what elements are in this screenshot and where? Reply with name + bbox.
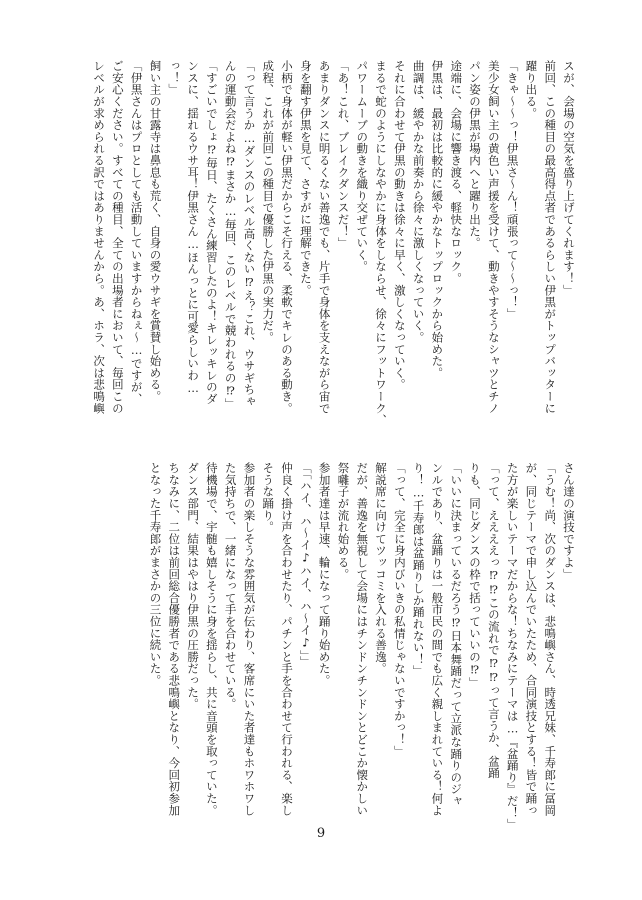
text-line: っ！」	[167, 60, 182, 96]
text-line: パン姿の伊黒が場内へと躍り出た。	[468, 60, 483, 249]
text-line: 「って言うか…ダンスのレベル高くない⁉︎え？これ、ウサギちゃ	[242, 60, 257, 408]
text-line: 飼い主の甘露寺は鼻息も荒く、自身の愛ウサギを賞賛し始める。	[148, 60, 163, 403]
text-line: 「あ！これ、ブレイクダンスだ！」	[336, 60, 351, 249]
text-line: パワームーブの動きを織り交ぜていく。	[355, 60, 370, 273]
text-line: 美少女飼い主の黄色い声援を受けて、動きやすそうなシャツとチノ	[486, 60, 501, 414]
text-line: あまりダンスに明るくない善逸でも、片手で身体を支えながら宙で	[317, 60, 332, 414]
text-line: ダンス部門、結果はやはり伊黒の圧勝だった。	[186, 462, 201, 710]
text-line: 仲良く掛け声を合わせたり、パチンと手を合わせて行われる、楽し	[280, 462, 295, 816]
text-line: 祭囃子が流れ始める。	[336, 462, 351, 580]
text-line: 参加者達は早速、輪になって踊り始めた。	[317, 462, 332, 687]
text-line: だが、善逸を無視して会場にはチンドンチンドンとどこか懐かしい	[355, 462, 370, 816]
text-line: レベルが求められる訳ではありませんから。あ、ホラ、次は悲鳴嶼	[92, 60, 107, 414]
text-line: 成程、これが前回この種目で優勝した伊黒の実力だ。	[261, 60, 276, 344]
page-number: 9	[316, 826, 326, 841]
text-line: となった千寿郎がまさかの三位に続いた。	[148, 462, 163, 687]
text-line: 伊黒は、最初は比較的に緩やかなトップロックから始めた。	[430, 60, 445, 379]
text-line: が、同じテーマで申し込んでいたため、合同演技とする！皆で踊っ	[524, 462, 539, 816]
text-column-bottom	[58, 462, 578, 842]
text-line: た気持ちで、一緒になって手を合わせている。	[223, 462, 238, 710]
text-line: 「伊黒さんはプロとしても活動していますからねぇ〜…ですが、	[129, 60, 144, 405]
text-line: まるで蛇のようにしなやかに身体をしならせ、徐々にフットワーク、	[374, 60, 389, 426]
text-line: 参加者の楽しそうな雰囲気が伝わり、客席にいた者達もホワホワし	[242, 462, 257, 816]
text-line: さん達の演技ですよ」	[562, 462, 576, 580]
text-line: 解説席に向けてツッコミを入れる善逸。	[374, 462, 389, 675]
text-line: スが、会場の空気を盛り上げてくれます！」	[562, 60, 576, 296]
text-line: それに合わせて伊黒の動きは徐々に早く、激しくなっていく。	[392, 60, 407, 391]
text-line: 「って、ええええっ⁉︎⁉︎この流れで⁉︎⁉︎って言うか、盆踊	[486, 462, 501, 779]
text-column-top	[58, 60, 578, 445]
text-line: 身を翻す伊黒を見て、さすがに理解できた。	[298, 60, 313, 296]
text-line: 待機場で、宇髄も嬉しそうに身を揺らし、共に音頭を取っていた。	[204, 462, 219, 816]
text-line: 「うむ！尚、次のダンスは、悲鳴嶼さん、時透兄妹、千寿郎に冨岡	[543, 462, 558, 816]
text-line: 曲調は、緩やかな前奏から徐々に激しくなっていく。	[411, 60, 426, 344]
text-line: 「すごいでしょ⁉︎毎日、たくさん練習したのよ！キレッキレのダ	[204, 60, 219, 405]
text-line: 躍り出る。	[524, 60, 539, 119]
text-line: ンルであり、盆踊りは一般市民の間でも広く親しまれている！何よ	[430, 462, 445, 816]
text-line: 前回、この種目の最高得点者であるらしい伊黒がトップバッターに	[543, 60, 558, 414]
text-line: んの運動会だよね⁉︎まさか…毎回、このレベルで競われるの⁉︎」	[223, 60, 238, 410]
text-line: 「って、完全に身内びいきの私情じゃないですかっ！」	[392, 462, 407, 757]
text-line: りも、同じダンスの枠で括っていいの⁉︎」	[468, 462, 483, 689]
text-line: 「「ハイ、ハ〜イ♪ハイ、ハ〜イ♪」」	[298, 462, 313, 668]
text-line: そうな踊り。	[261, 462, 276, 533]
text-line: 途端に、会場に響き渡る、軽快なロック。	[449, 60, 464, 285]
text-line: り！…千寿郎は盆踊りしか踊れない！」	[411, 462, 426, 677]
text-line: ちなみに、二位は前回総合優勝者である悲鳴嶼となり、今回初参加	[167, 462, 182, 816]
text-line: た方が楽しいテーマだからな！ちなみにテーマは…『盆踊り』だ！」	[505, 462, 520, 831]
text-line: ご安心ください。すべての種目、全ての出場者において、毎回この	[110, 60, 125, 414]
text-line: 小柄で身体が軽い伊黒だからこそ行える、柔軟でキレのある動き。	[280, 60, 295, 414]
text-line: 「きゃ〜〜っ！伊黒さ〜ん！頑張って〜〜っ！」	[505, 60, 520, 320]
text-line: 「いいに決まっているだろう⁉︎日本舞踊だって立派な踊りのジャ	[449, 462, 464, 807]
text-line: ンスに、揺れるウサ耳！伊黒さん…ほんっとに可愛らしいわ…	[186, 60, 201, 396]
